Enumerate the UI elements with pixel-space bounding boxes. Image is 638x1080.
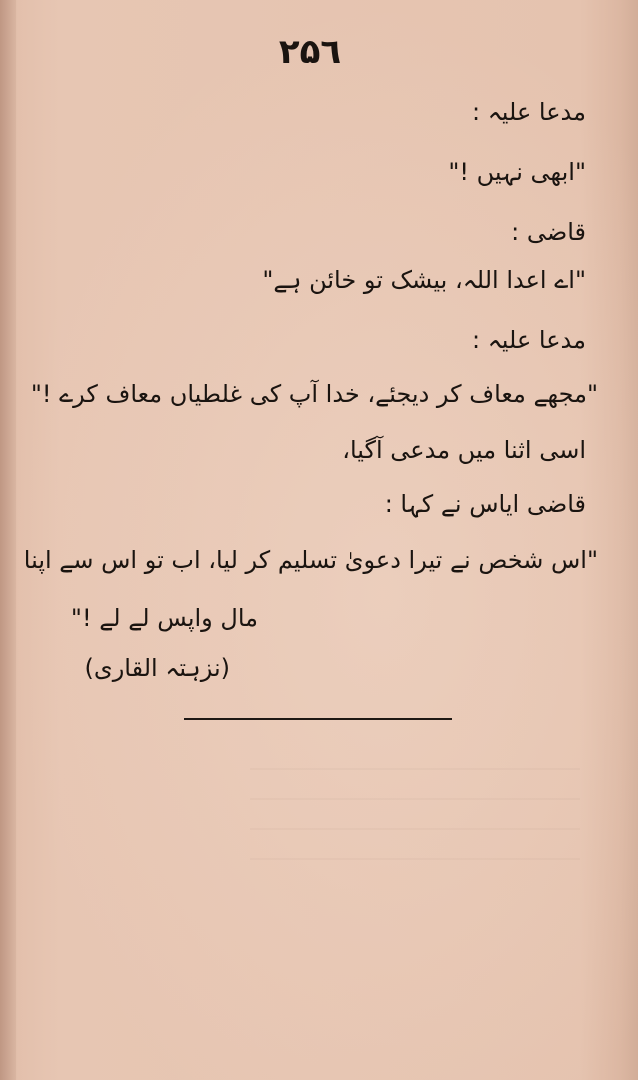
speaker-label-defendant: مدعا علیہ :: [472, 326, 586, 354]
page-binding-edge: [0, 0, 16, 1080]
dialogue-line: "اس شخص نے تیرا دعویٰ تسلیم کر لیا، اب تو اس سے اپنا: [23, 546, 598, 574]
page-number: ۲۵٦: [278, 32, 342, 72]
section-divider: [184, 718, 452, 720]
speaker-label-defendant: مدعا علیہ :: [472, 98, 586, 126]
speaker-label-judge: قاضی :: [511, 218, 586, 246]
dialogue-line: "اے اعدا اللہ، بیشک تو خائن ہے": [262, 266, 586, 294]
dialogue-line: "مجھے معاف کر دیجئے، خدا آپ کی غلطیاں معاف کرے !": [30, 380, 598, 408]
show-through-texture: [250, 740, 580, 860]
narration-line: قاضی ایاس نے کہا :: [384, 490, 586, 518]
narration-line: اسی اثنا میں مدعی آگیا،: [342, 436, 586, 464]
dialogue-line: مال واپس لے لے !": [70, 604, 258, 632]
source-citation: (نزہتہ القاری): [84, 654, 230, 682]
dialogue-line: "ابھی نہیں !": [448, 158, 586, 186]
